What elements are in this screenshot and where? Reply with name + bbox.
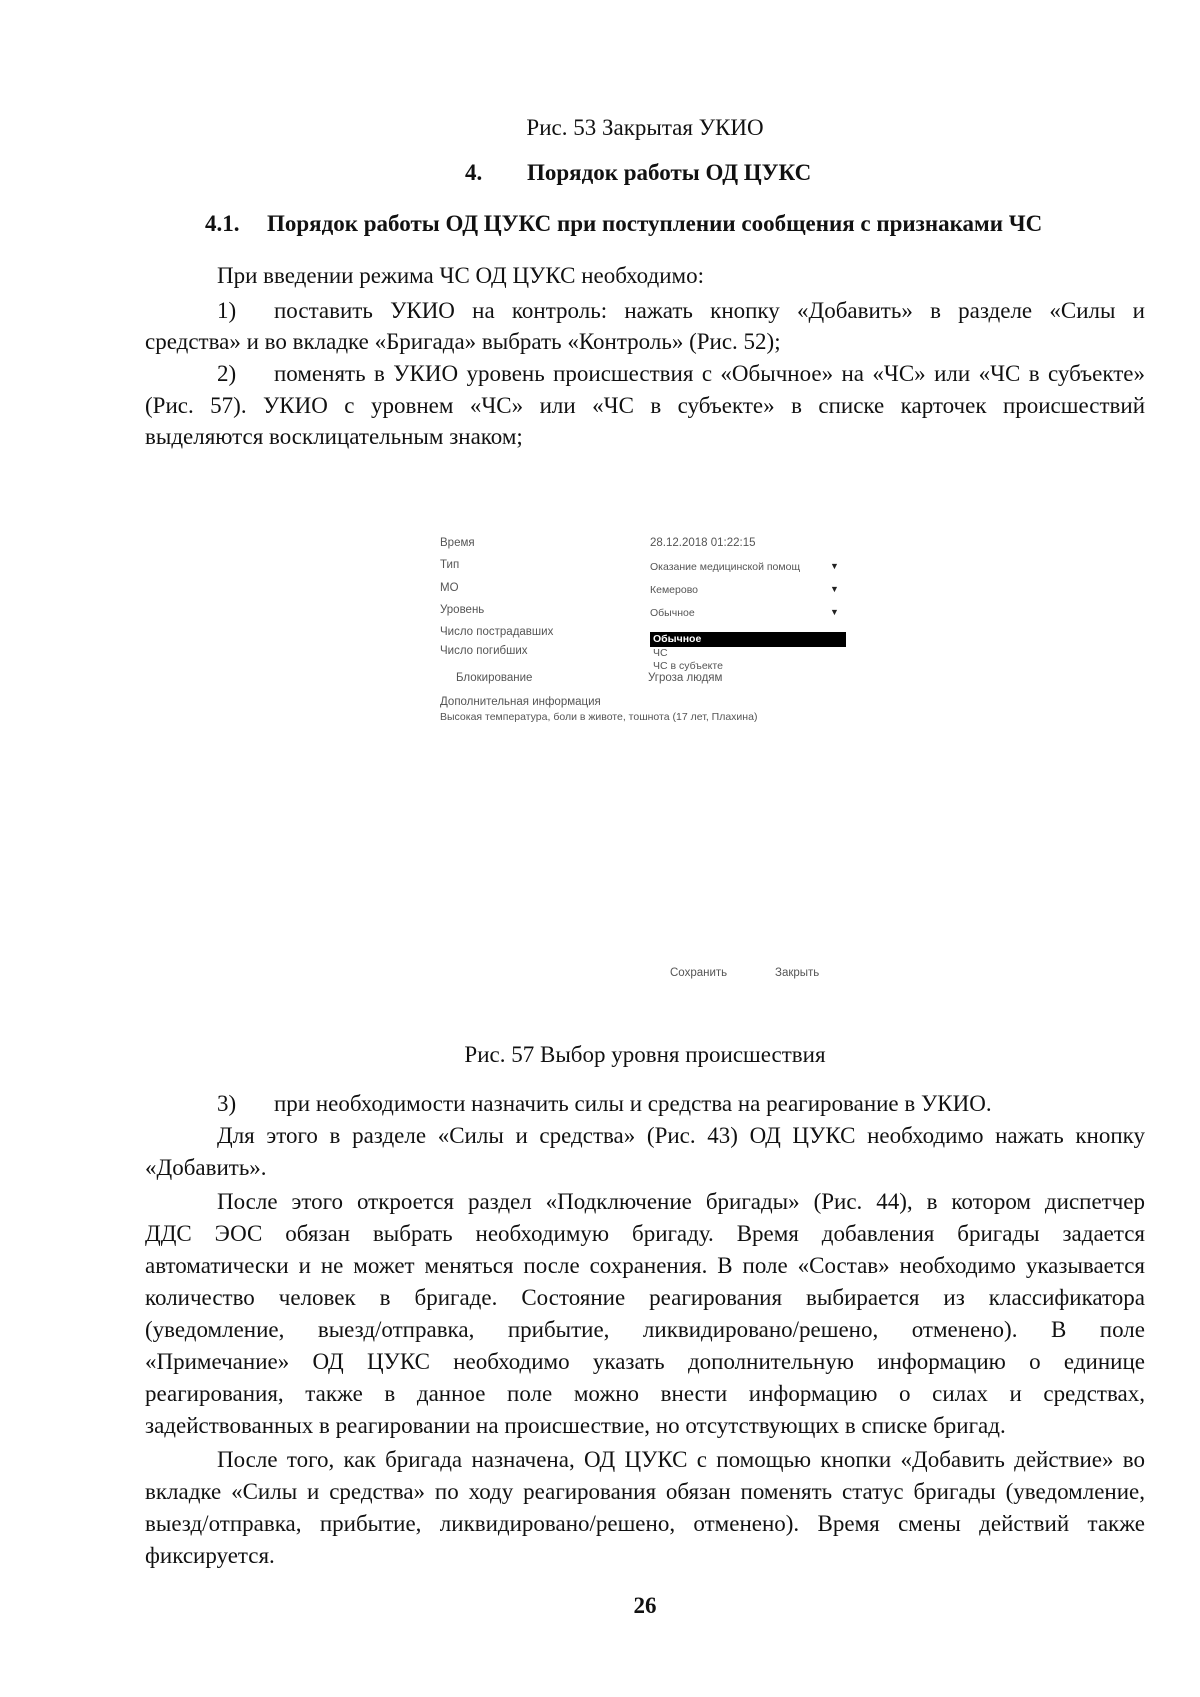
level-option-ordinary[interactable]: Обычное [650,632,846,647]
level-option-emergency-subject[interactable]: ЧС в субъекте [653,660,723,672]
item-3 [217,1088,992,1120]
section-41-heading [205,211,1042,237]
item-2-line1 [217,358,1145,390]
type-label: Тип [440,559,460,571]
time-value: 28.12.2018 01:22:15 [650,537,756,549]
injured-label: Число пострадавших [440,626,554,638]
para-c-line4: фиксируется. [145,1543,275,1568]
item-3-number: 3) [217,1091,237,1116]
para-b-line5: (уведомление, выезд/отправка, прибытие, ликвидировано/решено, отменено). В поле [145,1317,1145,1342]
time-label: Время [440,537,475,549]
mo-label: МО [440,582,459,594]
para-b-line2: ДДС ЭОС обязан выбрать необходимую бригаду. Время добавления бригады задается [145,1221,1145,1246]
threat-checkbox-label[interactable]: Угроза людям [648,672,723,684]
level-option-emergency[interactable]: ЧС [653,647,668,659]
section-4-number: 4. [465,160,483,185]
level-dropdown-icon[interactable]: ▼ [830,607,839,617]
level-label: Уровень [440,604,485,616]
para-b-line6: «Примечание» ОД ЦУКС необходимо указать дополнительную информацию о единице [145,1349,1145,1374]
item-2-line3: выделяются восклицательным знаком; [145,424,523,449]
item-1-text: поставить УКИО на контроль: нажать кнопку «Добавить» в разделе «Силы и [274,298,1145,323]
fig57-caption: Рис. 57 Выбор уровня происшествия [464,1042,826,1067]
additional-info-value[interactable]: Высокая температура, боли в животе, тошнота (17 лет, Плахина) [440,711,758,723]
para-b-line8: задействованных в реагировании на происшествие, но отсутствующих в списке бригад. [145,1413,1006,1438]
item-1-line1 [217,295,1145,327]
para-b-line4: количество человек в бригаде. Состояние реагирования выбирается из классификатора [145,1285,1145,1310]
para-b-line1: После этого откроется раздел «Подключение бригады» (Рис. 44), в котором диспетчер [217,1189,1145,1214]
para-c-line1: После того, как бригада назначена, ОД ЦУКС с помощью кнопки «Добавить действие» во [217,1447,1145,1472]
section-41-title: Порядок работы ОД ЦУКС при поступлении сообщения с признаками ЧС [267,211,1043,236]
incident-form-screenshot [440,537,860,1007]
close-button[interactable]: Закрыть [775,967,820,979]
type-select[interactable]: Оказание медицинской помощ [650,561,801,573]
para-a-line1: Для этого в разделе «Силы и средства» (Рис. 43) ОД ЦУКС необходимо нажать кнопку [217,1123,1145,1148]
fig53-caption: Рис. 53 Закрытая УКИО [526,115,764,140]
item-2-number: 2) [217,361,237,386]
level-select[interactable]: Обычное [650,607,695,619]
intro-text: При введении режима ЧС ОД ЦУКС необходимо: [217,263,704,288]
blocking-checkbox-label[interactable]: Блокирование [456,672,533,684]
additional-info-label: Дополнительная информация [440,696,601,708]
dead-label: Число погибших [440,645,528,657]
item-1-number: 1) [217,298,237,323]
page-number: 26 [633,1593,657,1618]
para-b-line3: автоматически и не может меняться после сохранения. В поле «Состав» необходимо указывается [145,1253,1145,1278]
item-3-text: при необходимости назначить силы и средства на реагирование в УКИО. [274,1091,992,1116]
item-2-line2: (Рис. 57). УКИО с уровнем «ЧС» или «ЧС в субъекте» в списке карточек происшествий [145,393,1145,418]
section-4-title: Порядок работы ОД ЦУКС [527,160,812,185]
item-1-line2: средства» и во вкладке «Бригада» выбрать «Контроль» (Рис. 52); [145,329,781,354]
section-41-number: 4.1. [205,211,240,236]
para-b-line7: реагирования, также в данное поле можно внести информацию о силах и средствах, [145,1381,1145,1406]
mo-select[interactable]: Кемерово [650,584,698,596]
section-4-heading [465,160,811,186]
para-c-line2: вкладке «Силы и средства» по ходу реагирования обязан поменять статус бригады (уведомление, [145,1479,1145,1504]
type-dropdown-icon[interactable]: ▼ [830,561,839,571]
para-c-line3: выезд/отправка, прибытие, ликвидировано/решено, отменено). Время смены действий также [145,1511,1145,1536]
para-a-line2: «Добавить». [145,1155,267,1180]
item-2-text: поменять в УКИО уровень происшествия с «Обычное» на «ЧС» или «ЧС в субъекте» [274,361,1145,386]
save-button[interactable]: Сохранить [670,967,728,979]
mo-dropdown-icon[interactable]: ▼ [830,584,839,594]
